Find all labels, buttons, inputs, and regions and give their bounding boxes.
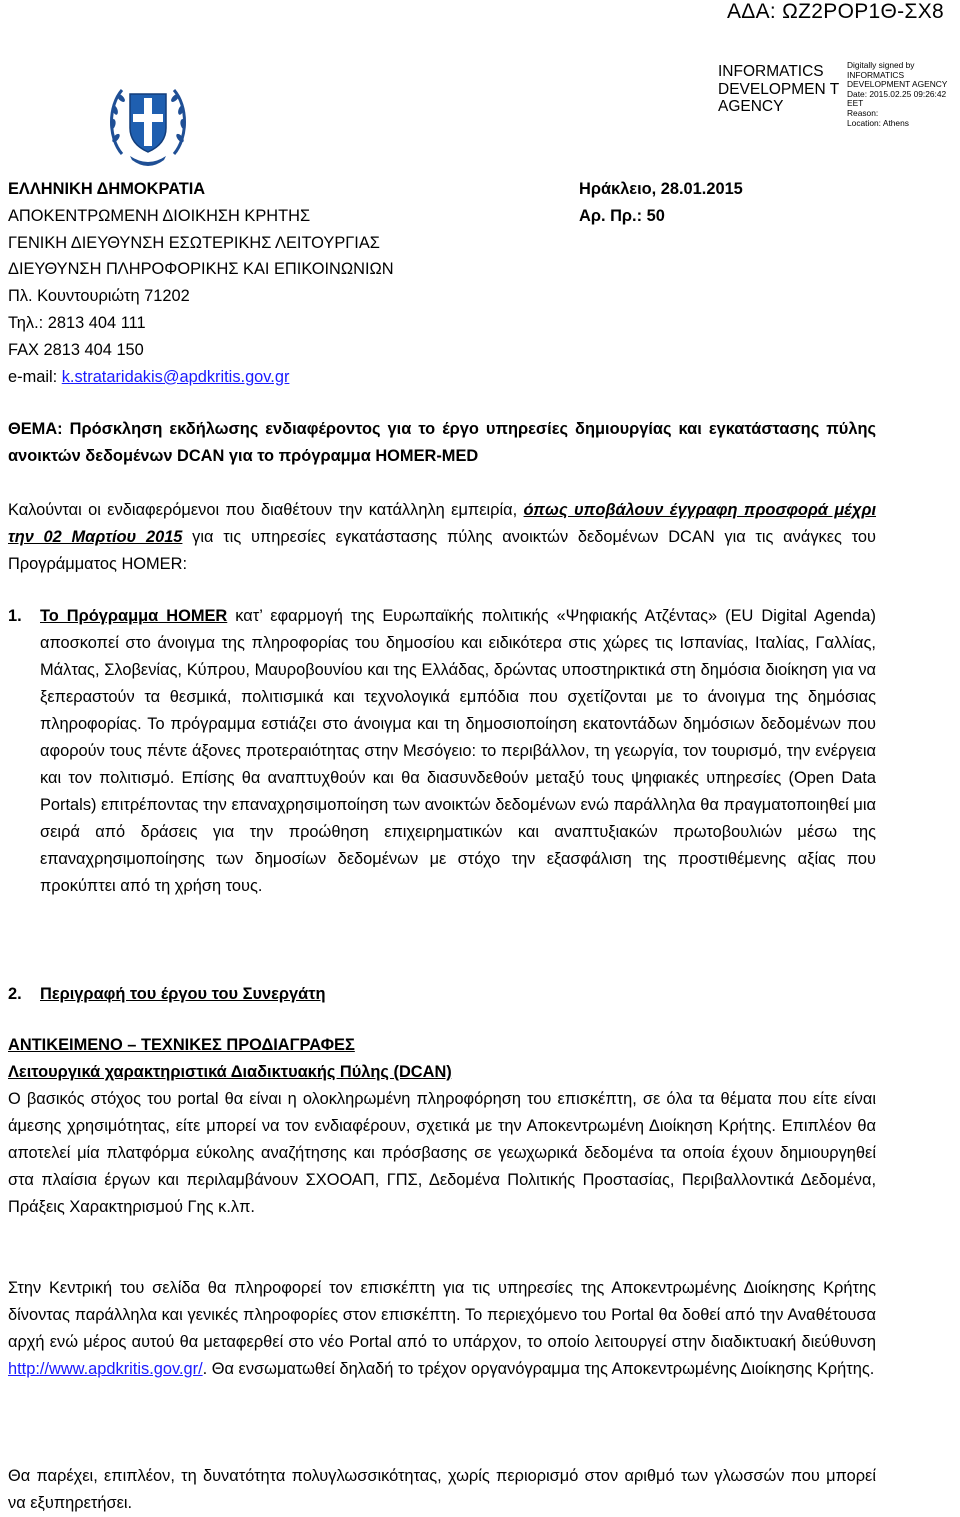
signer-organization: INFORMATICS DEVELOPMEN T AGENCY [718,63,839,115]
letterhead-line: ΕΛΛΗΝΙΚΗ ΔΗΜΟΚΡΑΤΙΑ [8,180,206,198]
homepage-text-end: . Θα ενσωματωθεί δηλαδή το τρέχον οργανόγραμμα της Αποκεντρωμένης Διοίκησης Κρήτης. [202,1360,875,1378]
portal-link[interactable]: http://www.apdkritis.gov.gr/ [8,1360,203,1378]
email-row [8,364,394,391]
letterhead [8,176,394,390]
item-number: 2. [8,985,22,1003]
letterhead-line: ΔΙΕΥΘΥΝΣΗ ΠΛΗΡΟΦΟΡΙΚΗΣ ΚΑΙ ΕΠΙΚΟΙΝΩΝΙΩΝ [8,260,394,279]
goal-paragraph: Ο βασικός στόχος του portal θα είναι η ολοκληρωμένη πληροφόρηση του επισκέπτη, σε όλα τα θέματα που είτε είναι άμεσης χρησιμότητας, είτε μπορεί να τον ενδιαφέρουν, σχετικά με την Αποκεντρωμένη Διοίκηση Κρήτης. Επιπλέον θα αποτελεί μία πλατφόρμα εύκολης αναζήτησης και πρόσβασης σε γεωχωρικά δεδομένα τα οποία έχουν δημιουργηθεί στα πλαίσια έργων και περιλαμβάνουν ΣΧΟΟΑΠ, ΓΠΣ, Δεδομένα Πολιτικής Προστασίας, Περιβαλλοντικά Δεδομένα, Πράξεις Χαρακτηρισμού Γης κ.λπ. [8,1090,876,1216]
signature-line: Location: Athens [847,117,909,128]
letterhead-line: ΑΠΟΚΕΝΤΡΩΜΕΝΗ ΔΙΟΙΚΗΣΗ ΚΡΗΤΗΣ [8,206,311,225]
section-heading: ΑΝΤΙΚΕΙΜΕΝΟ – ΤΕΧΝΙΚΕΣ ΠΡΟΔΙΑΓΡΑΦΕΣ [8,1036,355,1054]
letter-meta [579,176,743,230]
protocol-number: Αρ. Πρ.: 50 [579,206,665,225]
email-label: e-mail: [8,367,62,386]
item-number: 1. [8,607,22,625]
letterhead-line: ΓΕΝΙΚΗ ΔΙΕΥΘΥΝΣΗ ΕΣΩΤΕΡΙΚΗΣ ΛΕΙΤΟΥΡΓΙΑΣ [8,233,380,252]
subject: ΘΕΜΑ: Πρόσκληση εκδήλωσης ενδιαφέροντος για το έργο υπηρεσίες δημιουργίας και εγκατάστασης πύλης ανοικτών δεδομένων DCAN για το πρόγραμμα HOMER-MED [8,420,876,465]
item-title: Περιγραφή του έργου του Συνεργάτη [40,985,326,1003]
section-subheading: Λειτουργικά χαρακτηριστικά Διαδικτυακής Πύλης (DCAN) [8,1063,452,1081]
greek-emblem-icon [108,76,188,172]
signature-line: EET [847,98,864,109]
deadline-text: όπως υποβάλουν έγγραφη προσφορά μέχρι την 02 Μαρτίου 2015 [8,501,877,546]
signature-line: Digitally signed by [847,60,915,70]
item-title: Το Πρόγραμμα HOMER [40,607,228,625]
item-body [40,603,876,900]
invitation-text-end: για τις υπηρεσίες εγκατάστασης πύλης ανοικτών δεδομένων DCAN για τις ανάγκες του Προγράμματος HOMER: [8,528,876,573]
invitation-text: Καλούνται οι ενδιαφερόμενοι που διαθέτουν την κατάλληλη εμπειρία, [8,501,524,519]
phone: Τηλ.: 2813 404 111 [8,313,146,332]
homepage-paragraph [8,1275,876,1383]
fax: FAX 2813 404 150 [8,340,144,359]
place-date: Ηράκλειο, 28.01.2015 [579,180,743,198]
ada-code: ΑΔΑ: ΩΖ2ΡΟΡ1Θ-ΣΧ8 [726,0,944,23]
address: Πλ. Κουντουριώτη 71202 [8,287,190,306]
multilanguage-paragraph: Θα παρέχει, επιπλέον, τη δυνατότητα πολυγλωσσικότητας, χωρίς περιορισμό στον αριθμό των γλωσσών που μπορεί να εξυπηρετήσει. [8,1467,876,1512]
email-link[interactable]: k.strataridakis@apdkritis.gov.gr [61,367,290,386]
invitation-paragraph [8,497,876,578]
signature-line: INFORMATICS [847,69,905,80]
homepage-text: Στην Κεντρική του σελίδα θα πληροφορεί τον επισκέπτη για τις υπηρεσίες της Αποκεντρωμένης Διοίκησης Κρήτης δίνοντας παράλληλα και γενικές πληροφορίες στον επισκέπτη. Το περιεχόμενο του Portal θα δοθεί από την Αναθέτουσα αρχή ενώ μέρος αυτού θα μεταφερθεί στο νέο Portal από το υπάρχον, το οποίο λειτουργεί στην διαδικτυακή διεύθυνση [8,1279,876,1351]
signature-line: DEVELOPMENT AGENCY [847,79,948,90]
item-text: κατ’ εφαρμογή της Ευρωπαϊκής πολιτικής «Ψηφιακής Ατζέντας» (EU Digital Agenda) αποσκοπεί στο άνοιγμα της πληροφορίας του δημοσίου και ειδικότερα στις χώρες τις Ισπανίας, Ιταλίας, Γαλλίας, Μάλτας, Σλοβενίας, Κύπρου, Μαυροβουνίου και της Ελλάδας, δρώντας υποστηρικτικά στη δημόσια διοίκηση για να ξεπεραστούν τα θεσμικά, πολιτισμικά και τεχνολογικά εμπόδια που σχετίζονται με το άνοιγμα της δημόσιας πληροφορίας. Το πρόγραμμα εστιάζει στο άνοιγμα και τη δημοσιοποίηση εκατοντάδων δημόσιων δεδομένων που αφορούν τους πέντε άξονες προτεραιότητας στην Μεσόγειο: το περιβάλλον, τη γεωργία, τον τουρισμό, την ενέργεια και τον πολιτισμό. Επίσης θα αναπτυχθούν και θα διασυνδεθούν μεταξύ τους ψηφιακές υπηρεσίες (Open Data Portals) επιτρέποντας την επαναχρησιμοποίηση των ανοικτών δεδομένων ενώ παράλληλα θα πραγματοποιηθεί μια σειρά από δράσεις για την προώθηση επιχειρηματικών και αναπτυξιακών πρωτοβουλιών μέσω της επαναχρησιμοποίησης των δημοσίων δεδομένων με στόχο την εξασφάλιση της προστιθέμενης αξίας που προκύπτει από τη χρήση τους. [40,607,876,895]
signature-line: Date: 2015.02.25 09:26:42 [847,88,947,99]
digital-signature-details [847,61,960,128]
list-item-2 [8,981,876,1008]
signature-line: Reason: [847,107,879,118]
list-item-1 [8,603,876,900]
